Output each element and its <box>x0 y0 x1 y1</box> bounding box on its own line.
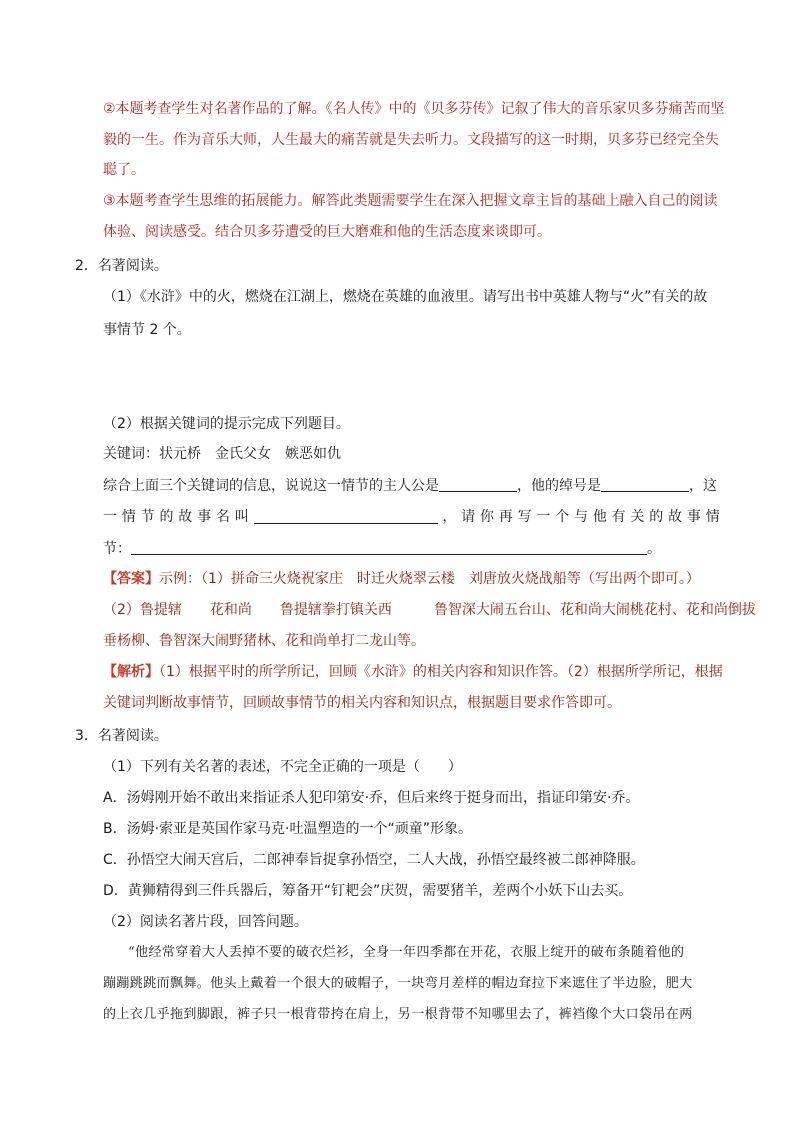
fill-text: 。 <box>647 541 661 557</box>
question-3-heading <box>75 726 168 746</box>
fill-char: 事 <box>686 509 701 525</box>
fill-char: 叫 <box>234 509 249 525</box>
analysis-line <box>103 662 723 682</box>
answer-line: 垂杨柳、鲁智深大闹野猪林、花和尚单打二龙山等。 <box>103 633 425 649</box>
question-title: 名著阅读。 <box>97 258 168 274</box>
question-text: （1）《水浒》中的火，燃烧在江湖上，燃烧在英雄的血液里。请写出书中英雄人物与“火”有关的故 <box>103 289 708 305</box>
fill-char: 你 <box>479 509 494 525</box>
fill-char: 情 <box>705 509 720 525</box>
fill-blank-line <box>103 475 717 496</box>
fill-char: 有 <box>611 509 626 525</box>
analysis-label: 【解析】 <box>103 664 159 680</box>
nickname-blank[interactable] <box>601 475 689 492</box>
fill-char: 故 <box>178 509 193 525</box>
question-text: （1）下列有关名著的表述，不完全正确的一项是（ ） <box>103 759 462 775</box>
fill-text: 节： <box>103 541 131 557</box>
answer-text: 示例：（1）拼命三火烧祝家庄 时迁火烧翠云楼 刘唐放火烧战船等（写出两个即可。） <box>159 571 700 587</box>
story-name-blank[interactable] <box>254 507 438 524</box>
fill-char: 个 <box>555 509 570 525</box>
other-story-blank[interactable] <box>131 538 647 555</box>
answer-line: （2）鲁提辖 花和尚 鲁提辖拳打镇关西 鲁智深大闹五台山、花和尚大闹桃花村、花和尚倒拔 <box>103 602 756 618</box>
analysis-line: 关键词判断故事情节，回顾故事情节的相关内容和知识点，根据题目要求作答即可。 <box>103 695 621 711</box>
fill-blank-line <box>103 538 661 559</box>
fill-char: ， <box>442 509 457 525</box>
option-a[interactable]: A．汤姆刚开始不敢出来指证杀人犯印第安·乔，但后来终于挺身而出，指证印第安·乔。 <box>103 790 640 806</box>
option-c[interactable]: C．孙悟空大闹天宫后，二郎神奉旨捉拿孙悟空，二人大战，孙悟空最终被二郎神降服。 <box>103 852 645 868</box>
explanation-line: 体验、阅读感受。结合贝多芬遭受的巨大磨难和他的生活态度来谈即可。 <box>103 224 551 240</box>
answer-label: 【答案】 <box>103 571 159 587</box>
fill-blank-line <box>103 507 720 527</box>
fill-char: 写 <box>517 509 532 525</box>
analysis-text: （1）根据平时的所学所记，回顾《水浒》的相关内容和知识作答。（2）根据所学所记，根据 <box>159 664 723 680</box>
fill-char: 关 <box>630 509 645 525</box>
fill-char: 与 <box>574 509 588 525</box>
keywords: 关键词：状元桥 金氏父女 嫉恶如仇 <box>103 446 341 462</box>
answer-line <box>103 569 700 589</box>
fill-char: 的 <box>159 509 174 525</box>
protagonist-blank[interactable] <box>439 475 517 492</box>
explanation-line: ②本题考查学生对名著作品的了解。《名人传》中的《贝多芬传》记叙了伟大的音乐家贝多芬痛苦而坚 <box>103 101 725 117</box>
fill-char: 名 <box>215 509 230 525</box>
fill-char: 事 <box>197 509 212 525</box>
passage-line: 的上衣几乎拖到脚跟，裤子只一根背带挎在肩上，另一根背带不知哪里去了，裤裆像个大口袋吊在两 <box>103 1007 693 1022</box>
fill-text: 综合上面三个关键词的信息，说说这一情节的主人公是 <box>103 478 439 494</box>
fill-char: 情 <box>121 509 136 525</box>
fill-char: 故 <box>668 509 683 525</box>
question-text: 事情节 2 个。 <box>103 322 191 338</box>
explanation-line: 聪了。 <box>103 162 145 178</box>
question-title: 名著阅读。 <box>97 728 168 744</box>
fill-char: 请 <box>461 509 476 525</box>
question-number: 2． <box>75 258 98 274</box>
fill-char: 再 <box>498 509 513 525</box>
fill-char: 的 <box>649 509 664 525</box>
sub-question-title: （2）根据关键词的提示完成下列题目。 <box>103 416 350 432</box>
fill-text: ，他的绰号是 <box>517 478 601 494</box>
fill-char: 他 <box>592 509 607 525</box>
fill-text: ，这 <box>689 478 717 494</box>
fill-char: 一 <box>103 509 117 525</box>
passage-line: 蹦蹦跳跳而飘舞。他头上戴着一个很大的破帽子，一块弯月差样的帽边耷拉下来遮住了半边脸，肥大 <box>103 976 693 991</box>
option-d[interactable]: D．黄狮精得到三件兵器后，筹备开“钉耙会”庆贺，需要猪羊，差两个小妖下山去买。 <box>103 883 633 899</box>
question-number: 3． <box>75 728 98 744</box>
question-2-heading <box>75 256 168 276</box>
fill-char: 节 <box>140 509 155 525</box>
explanation-line: ③本题考查学生思维的拓展能力。解答此类题需要学生在深入把握文章主旨的基础上融入自己的阅读 <box>103 193 718 209</box>
passage-line: “他经常穿着大人丢掉不要的破衣烂衫，全身一年四季都在开花，衣服上绽开的破布条随着他的 <box>128 945 685 960</box>
option-b[interactable]: B．汤姆·索亚是英国作家马克·吐温塑造的一个“顽童”形象。 <box>103 821 473 837</box>
explanation-line: 毅的一生。作为音乐大师，人生最大的痛苦就是失去听力。文段描写的这一时期，贝多芬已经完全失 <box>103 132 719 148</box>
fill-char: 一 <box>536 509 551 525</box>
sub-question-title: （2）阅读名著片段，回答问题。 <box>103 914 308 930</box>
